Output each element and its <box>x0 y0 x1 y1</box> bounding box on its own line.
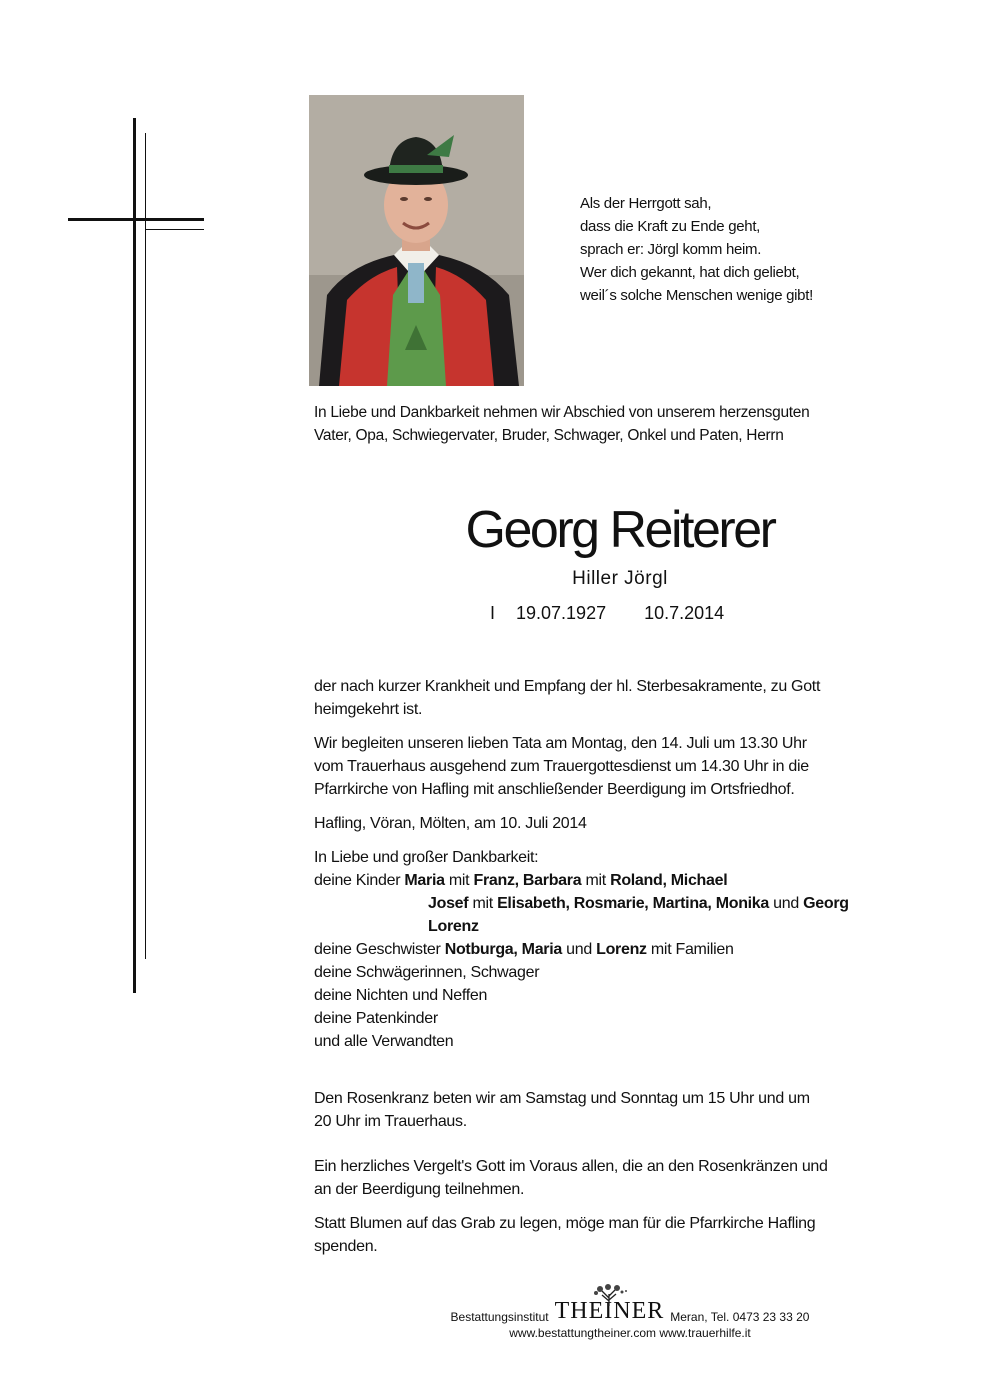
poem-line: weil´s solche Menschen wenige gibt! <box>580 287 813 304</box>
death-date: 10.7.2014 <box>644 603 725 623</box>
footer-contact-line <box>380 1284 880 1324</box>
cross-horizontal-line <box>145 229 204 230</box>
mourners-inlaws: deine Schwägerinnen, Schwager <box>314 964 540 981</box>
poem-line: sprach er: Jörgl komm heim. <box>580 241 762 258</box>
cross-vertical-line <box>145 133 146 959</box>
intro-line: Vater, Opa, Schwiegervater, Bruder, Schwager, Onkel und Paten, Herrn <box>314 427 784 444</box>
funeral-paragraph: Wir begleiten unseren lieben Tata am Montag, den 14. Juli um 13.30 Uhr vom Trauerhaus ausgehend zum Trauergottesdienst um 14.30 Uhr in die Pfarrkirche von Hafling mit anschließender Beerdigung im Ortsfriedhof. <box>314 735 809 798</box>
mourners-siblings: deine Geschwister Notburga, Maria und Lorenz mit Familien <box>314 941 734 958</box>
birth-symbol: I <box>490 603 496 623</box>
cross-vertical-bar <box>133 118 136 993</box>
notice-body <box>314 675 934 1269</box>
mourners-relatives: und alle Verwandten <box>314 1033 454 1050</box>
mourners-heading: In Liebe und großer Dankbarkeit: <box>314 849 539 866</box>
mourners-godchildren: deine Patenkinder <box>314 1010 438 1027</box>
brand-logo <box>555 1284 665 1324</box>
mourners-children: deine Kinder Maria mit Franz, Barbara mit Roland, Michael <box>314 872 728 889</box>
portrait-illustration <box>309 95 524 386</box>
footer-web: www.bestattungtheiner.com www.trauerhilfe.it <box>509 1326 751 1340</box>
thanks-paragraph: Ein herzliches Vergelt's Gott im Voraus allen, die an den Rosenkränzen und an der Beerdigung teilnehmen. <box>314 1158 828 1198</box>
nickname: Hiller Jörgl <box>572 568 668 589</box>
brand-name: THEINER <box>554 1298 665 1324</box>
flowers-paragraph: Statt Blumen auf das Grab zu legen, möge man für die Pfarrkirche Hafling spenden. <box>314 1215 816 1255</box>
poem-line: Wer dich gekannt, hat dich geliebt, <box>580 264 800 281</box>
poem-line: dass die Kraft zu Ende geht, <box>580 218 761 235</box>
tree-icon <box>586 1284 632 1306</box>
cross-horizontal-bar <box>68 218 204 221</box>
mourners-nieces: deine Nichten und Neffen <box>314 987 488 1004</box>
poem-line: Als der Herrgott sah, <box>580 195 712 212</box>
intro-text <box>314 401 954 447</box>
life-dates <box>490 603 770 624</box>
footer-contact: Meran, Tel. 0473 23 33 20 <box>670 1310 810 1324</box>
birth-date: 19.07.1927 <box>516 603 607 623</box>
place-date: Hafling, Vöran, Mölten, am 10. Juli 2014 <box>314 815 587 832</box>
intro-line: In Liebe und Dankbarkeit nehmen wir Abschied von unserem herzensguten <box>314 404 810 421</box>
mourners-list <box>314 846 934 1053</box>
portrait-photo <box>309 95 524 386</box>
passing-paragraph: der nach kurzer Krankheit und Empfang der hl. Sterbesakramente, zu Gott heimgekehrt ist. <box>314 678 821 718</box>
mourners-children-cont2: Lorenz <box>428 918 479 935</box>
footer-prefix: Bestattungsinstitut <box>450 1310 549 1324</box>
poem <box>580 192 900 307</box>
deceased-name: Georg Reiterer <box>465 501 775 559</box>
mourners-children-cont: Josef mit Elisabeth, Rosmarie, Martina, Monika und Georg <box>428 895 849 912</box>
funeral-home-footer <box>380 1284 880 1340</box>
rosary-paragraph: Den Rosenkranz beten wir am Samstag und Sonntag um 15 Uhr und um 20 Uhr im Trauerhaus. <box>314 1090 810 1130</box>
